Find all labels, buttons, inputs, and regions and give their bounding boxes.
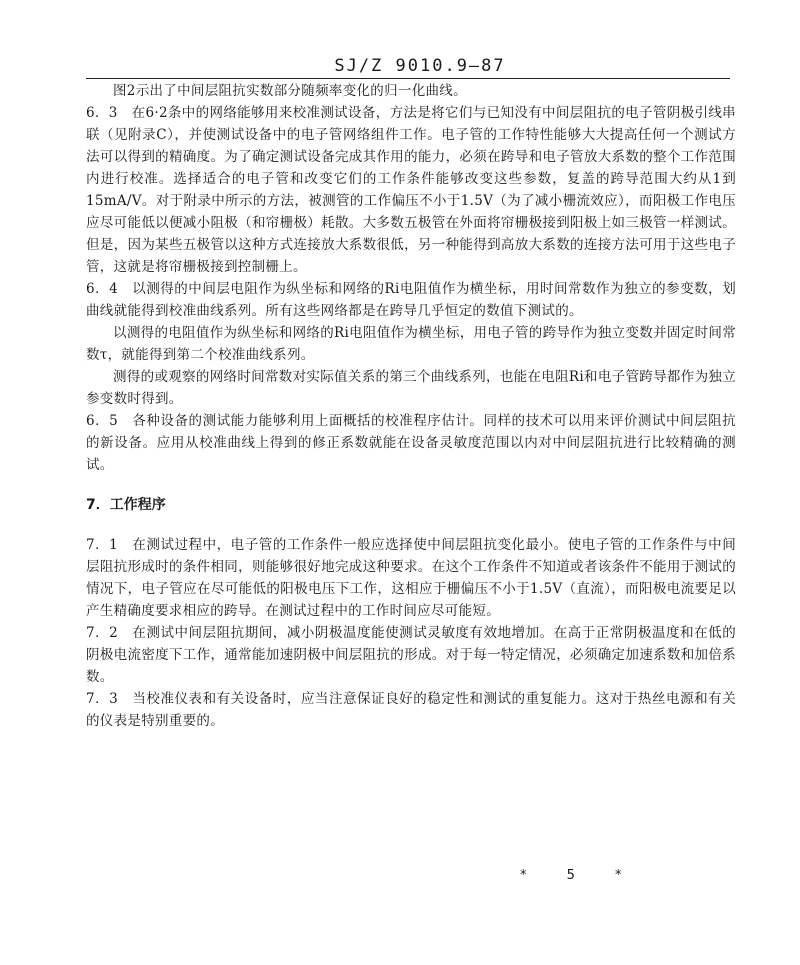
document-number-header: SJ/Z 9010.9—87 bbox=[334, 56, 506, 76]
section-7-title: 7．工作程序 bbox=[86, 497, 166, 513]
paragraph-6-4: 6．4 以测得的中间层电阻作为纵坐标和网络的Ri电阻值作为横坐标，用时间常数作为独立的参变数，划曲线就能得到校准曲线系列。所有这些网络都是在跨导几乎恒定的数值下测试的。 bbox=[86, 281, 736, 319]
header-rule bbox=[86, 78, 730, 79]
paragraph-6-3: 6．3 在6·2条中的网络能够用来校准测试设备，方法是将它们与已知没有中间层阻抗的电子管阴极引线串联（见附录C），并使测试设备中的电子管网络组件工作。电子管的工作特性能够大大提高任何一个测试方法可以得到的精确度。为了确定测试设备完成其作用的能力，必须在跨导和电子管放大系数的整个工作范围内进行校准。选择适合的电子管和改变它们的工作条件能够改变这些参数，复盖的跨导范围大约从1到15mA/V。对于附录中所示的方法，被测管的工作偏压不小于1.5V（为了减小栅流效应），而阳极工作电压应尽可能低以便减小阻极（和帘栅极）耗散。大多数五极管在外面将帘栅极接到阳极上如三极管一样测试。但是，因为某些五极管以这种方式连接放大系数很低，另一种能得到高放大系数的连接方法可用于这些电子管，这就是将帘栅极接到控制栅上。 bbox=[86, 105, 736, 275]
paragraph-figure-note: 图2示出了中间层阻抗实数部分随频率变化的归一化曲线。 bbox=[113, 83, 467, 99]
page-number: * 5 * bbox=[520, 868, 640, 883]
paragraph-7-2: 7．2 在测试中间层阻抗期间，减小阴极温度能使测试灵敏度有效地增加。在高于正常阴极温度和在低的阴极电流密度下工作，通常能加速阴极中间层阻抗的形成。对于每一特定情况，必须确定加速系数和加倍系数。 bbox=[86, 625, 736, 685]
paragraph-7-3: 7．3 当校准仪表和有关设备时，应当注意保证良好的稳定性和测试的重复能力。这对于热丝电源和有关的仪表是特别重要的。 bbox=[86, 691, 736, 729]
document-body bbox=[86, 80, 736, 732]
paragraph-6-5: 6．5 各种设备的测试能力能够利用上面概括的校准程序估计。同样的技术可以用来评价测试中间层阻抗的新设备。应用从校准曲线上得到的修正系数就能在设备灵敏度范围以内对中间层阻抗进行比较精确的测试。 bbox=[86, 413, 736, 473]
paragraph-6-4-second-series: 以测得的电阻值作为纵坐标和网络的Ri电阻值作为横坐标，用电子管的跨导作为独立变数并固定时间常数τ，就能得到第二个校准曲线系列。 bbox=[86, 325, 736, 363]
paragraph-7-1: 7．1 在测试过程中，电子管的工作条件一般应选择使中间层阻抗变化最小。使电子管的工作条件与中间层阻抗形成时的条件相同，则能够很好地完成这种要求。在这个工作条件不知道或者该条件不能用于测试的情况下，电子管应在尽可能低的阳极电压下工作，这相应于栅偏压不小于1.5V（直流），而阳极电流要足以产生精确度要求相应的跨导。在测试过程中的工作时间应尽可能短。 bbox=[86, 537, 736, 619]
paragraph-6-4-third-series: 测得的或观察的网络时间常数对实际值关系的第三个曲线系列，也能在电阻Ri和电子管跨导都作为独立参变数时得到。 bbox=[86, 369, 736, 407]
